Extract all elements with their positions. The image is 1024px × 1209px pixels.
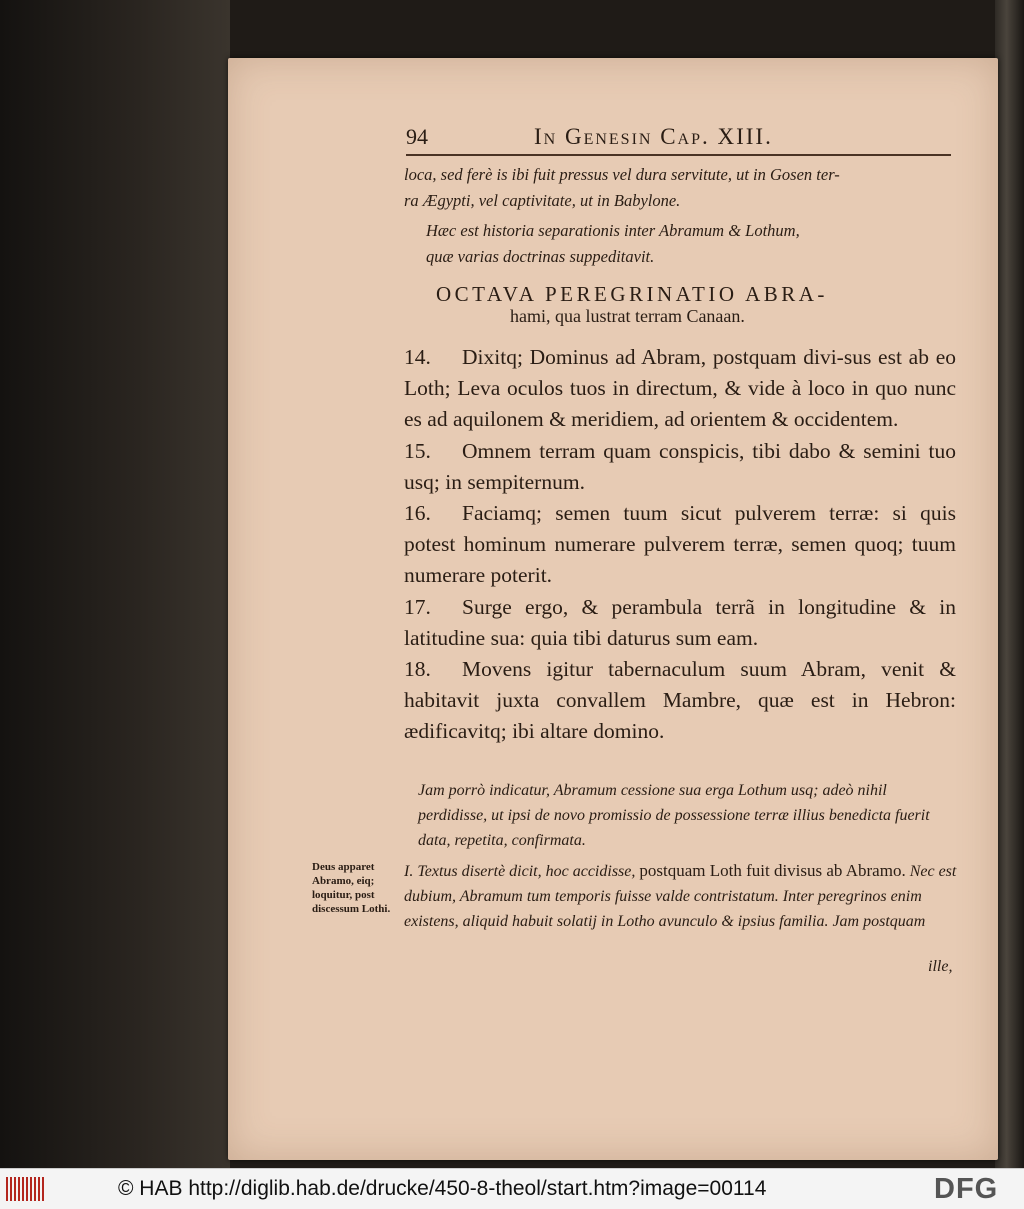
book-page [228,58,998,1160]
intro-line: ra Ægypti, vel captivitate, ut in Babylone. [404,191,681,210]
section-title: OCTAVA PEREGRINATIO ABRA- [436,282,828,306]
note-paragraph [404,858,960,934]
verse-number: 16. [404,501,431,526]
marginal-note: Deus apparet Abramo, eiq; loquitur, post discessum Lothi. [312,861,391,915]
intro-line: loca, sed ferè is ibi fuit pressus vel dura servitute, ut in Gosen ter- [404,165,840,184]
note-text-italic: Nec est dubium, Abramum tum temporis fuisse valde contristatum. Inter peregrinos enim existens, aliquid habuit solatij in Lotho avunculo & ipsius familia. Jam postquam [404,863,957,930]
note-text-roman: postquam Loth fuit divisus ab Abramo. [639,861,906,880]
page-header [406,124,956,156]
verse-text: Surge ergo, & perambula terrã in longitudine & in latitudine sua: quia tibi daturus sum eam. [404,594,956,650]
note-text-italic: Textus disertè dicit, hoc accidisse, [417,863,636,880]
catchword: ille, [928,958,953,975]
summary-line: quæ varias doctrinas suppeditavit. [426,247,655,266]
verse [404,592,956,654]
header-rule [406,154,951,156]
intro-paragraph [404,162,964,214]
verse-text: Omnem terram quam conspicis, tibi dabo & semini tuo usq; in sempiternum. [404,438,956,494]
verse [404,654,956,748]
copyright-url[interactable]: © HAB http://diglib.hab.de/drucke/450-8-theol/start.htm?image=00114 [118,1177,767,1200]
page-number: 94 [406,124,428,149]
note-number: I. [404,863,414,880]
running-head: In Genesin Cap. XIII. [534,124,773,149]
scan-background-right [995,0,1024,1168]
verse-number: 18. [404,657,431,682]
verse-list [404,342,956,748]
scan-background-left [0,0,230,1168]
verse-text: Faciamq; semen tuum sicut pulverem terræ: si quis potest hominum numerare pulverem terræ, semen quoq; tuum numerare poterit. [404,501,956,588]
verse [404,342,956,436]
dfg-logo: DFG [934,1173,999,1205]
summary-line: Hæc est historia separationis inter Abramum & Lothum, [426,221,800,240]
verse [404,498,956,592]
verse-text: Movens igitur tabernaculum suum Abram, venit & habitavit juxta convallem Mambre, quæ est in Hebron: ædificavitq; ibi altare domino. [404,657,956,744]
commentary-paragraph: Jam porrò indicatur, Abramum cessione sua erga Lothum usq; adeò nihil perdidisse, ut ipsi de novo promissio de possessione terræ illius benedicta fuerit data, repetita, confirmata. [418,782,930,849]
verse-number: 15. [404,438,431,463]
verse-number: 17. [404,594,431,619]
verse [404,436,956,498]
viewer-footer [0,1168,1024,1209]
verse-text: Dixitq; Dominus ad Abram, postquam divi-sus est ab eo Loth; Leva oculos tuos in directum, & vide à loco in quo nunc es ad aquilonem & meridiem, ad orientem & occidentem. [404,345,956,432]
hab-barcode-icon [6,1177,46,1201]
summary-paragraph [404,218,964,270]
verse-number: 14. [404,345,431,369]
section-subtitle: hami, qua lustrat terram Canaan. [510,306,745,326]
